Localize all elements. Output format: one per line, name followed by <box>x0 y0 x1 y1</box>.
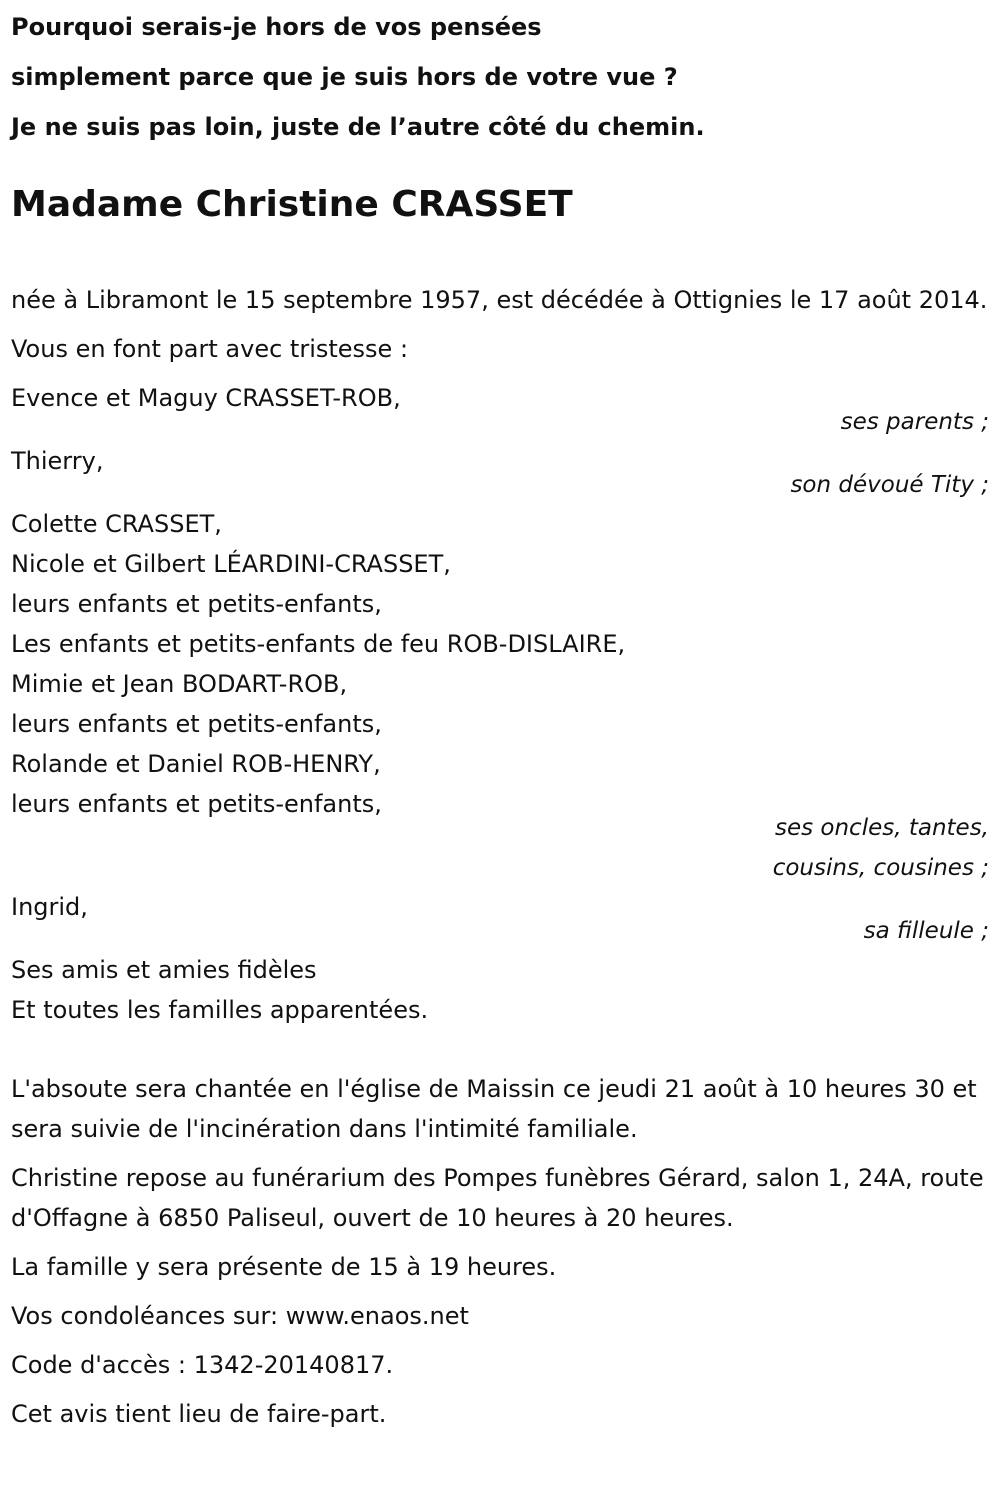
relatives-role-line-1: ses oncles, tantes, <box>774 815 989 841</box>
goddaughter-name: Ingrid, <box>11 893 88 921</box>
parents-role: ses parents ; <box>840 409 989 435</box>
friends-line-2: Et toutes les familles apparentées. <box>11 996 429 1024</box>
relative-line: leurs enfants et petits-enfants, <box>11 590 382 618</box>
poem <box>11 2 991 152</box>
relative-line: Rolande et Daniel ROB-HENRY, <box>11 750 381 778</box>
funerarium-paragraph: Christine repose au funérarium des Pompes funèbres Gérard, salon 1, 24A, route d'Offagne à 6850 Paliseul, ouvert de 10 heures à 20 heures. <box>11 1164 984 1232</box>
announcement-line: Vous en font part avec tristesse : <box>11 335 409 363</box>
relative-line: leurs enfants et petits-enfants, <box>11 790 382 818</box>
obituary-notice <box>11 0 991 1434</box>
birth-death-paragraph: née à Libramont le 15 septembre 1957, est décédée à Ottignies le 17 août 2014. <box>11 286 988 314</box>
goddaughter-role: sa filleule ; <box>863 918 989 944</box>
family-relatives <box>11 504 991 888</box>
relative-line: Colette CRASSET, <box>11 510 222 538</box>
relatives-role-line-2: cousins, cousines ; <box>772 855 989 881</box>
friends-line-1: Ses amis et amies fidèles <box>11 956 317 984</box>
relative-line: Les enfants et petits-enfants de feu ROB-DISLAIRE, <box>11 630 626 658</box>
poem-line-1: Pourquoi serais-je hors de vos pensées <box>11 13 542 41</box>
poem-line-2: simplement parce que je suis hors de votre vue ? <box>11 63 678 91</box>
deceased-name-heading: Madame Christine CRASSET <box>11 184 573 225</box>
family-goddaughter <box>11 887 991 951</box>
tity-role: son dévoué Tity ; <box>790 472 989 498</box>
notice-line: Cet avis tient lieu de faire-part. <box>11 1400 387 1428</box>
family-tity <box>11 441 991 505</box>
poem-line-3: Je ne suis pas loin, juste de l’autre côté du chemin. <box>11 113 705 141</box>
condolences-line: Vos condoléances sur: www.enaos.net <box>11 1302 469 1330</box>
parents-names: Evence et Maguy CRASSET-ROB, <box>11 384 401 412</box>
access-code-line: Code d'accès : 1342-20140817. <box>11 1351 394 1379</box>
relative-line: Mimie et Jean BODART-ROB, <box>11 670 348 698</box>
family-friends <box>11 950 991 1030</box>
absoute-paragraph: L'absoute sera chantée en l'église de Maissin ce jeudi 21 août à 10 heures 30 et sera suivie de l'incinération dans l'intimité familiale. <box>11 1075 977 1143</box>
relative-line: Nicole et Gilbert LÉARDINI-CRASSET, <box>11 550 451 578</box>
relative-line: leurs enfants et petits-enfants, <box>11 710 382 738</box>
family-parents <box>11 378 991 442</box>
tity-name: Thierry, <box>11 447 104 475</box>
family-presence-line: La famille y sera présente de 15 à 19 heures. <box>11 1253 557 1281</box>
